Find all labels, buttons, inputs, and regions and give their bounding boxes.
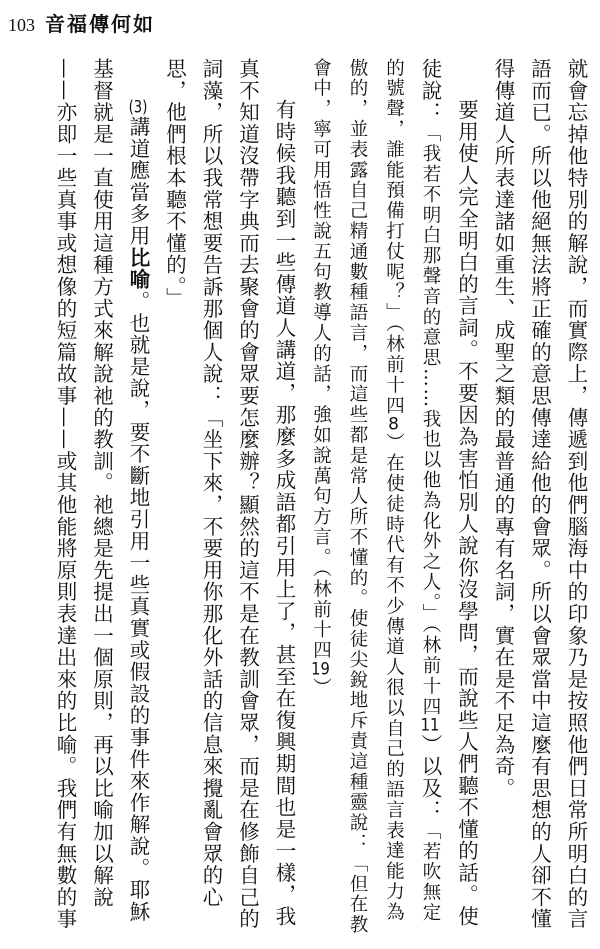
text-segment: (3) [128, 99, 148, 116]
running-title: 音福傳何如 [45, 12, 155, 36]
text-segment: （林前十四 [420, 624, 441, 717]
text-segment: ） [310, 677, 332, 699]
text-segment: 。也就是說，要不斷地引用一些真實或假設的事件來作解說。耶穌基督就是一直使用這種方式來解說祂的教訓。祂總是先提出一個原則，再以比喻加以解說——亦即一些真事或想像的短篇故事——或其他能將原則表達出來的比喻。我們有無數的事 [53, 58, 150, 930]
text-segment: ）以及： [418, 733, 442, 822]
text-segment: 要用使人完全明白的言詞。不要因為害怕別人說你沒學問，而說些人們聽不懂的話。使徒說： [418, 58, 479, 928]
text-segment: ）在使徒時代有不少傳道人很以自己的語言表達能力為傲的，並表露自己精通數種語言，而這些都是常人所不懂的。使徒尖銳地斥責這種靈說：「但在教會中，寧可用悟性說五句教導人的話，強如說萬句方言。（林前十四 [310, 58, 405, 936]
vertical-body-text [6, 58, 594, 942]
paragraph-p3 [156, 58, 302, 942]
text-segment: 就會忘掉他特別的解說，而實際上，傳遞到他們腦海中的印象乃是按照他們日常所明白的言語而已。所以他絕無法將正確的意思傳達給他的會眾。所以會眾當中這麼有思想的人卻不懂得傳道人所表達諸如重生、成聖之類的最普通的專有名詞，實在是不足為奇。 [491, 58, 588, 930]
text-segment: 有時候我聽到一些傳道人講道，那麼多成語都引用上了，甚至在復興期間也是一樣，我真不知道沒帶字典而去聚會的會眾要怎麼辦？顯然的這不是在教訓會眾，而是在修飾自己的詞藻，所以我常想要告訴那個人說：「坐下來，不要用你那化外話的信息來攪亂會眾的心思，他們根本聽不懂的。」 [162, 58, 296, 930]
text-segment: 「若吹無定的號聲，誰能預備打仗呢？」（林前十四 [383, 58, 441, 924]
text-segment: 講道應當多用 [126, 116, 150, 247]
paragraph-p1 [485, 58, 595, 942]
paragraph-p4 [47, 58, 157, 942]
text-segment: 8 [388, 415, 399, 433]
text-segment: 「我若不明白那聲音的意思……我也以他為化外之人。」 [420, 123, 441, 625]
page-header [8, 8, 588, 38]
text-segment: 19 [311, 660, 330, 678]
page-number: 103 [8, 15, 35, 35]
paragraph-p2 [302, 58, 485, 942]
text-segment: 11 [420, 716, 440, 734]
text-segment: 比喻 [126, 246, 150, 291]
